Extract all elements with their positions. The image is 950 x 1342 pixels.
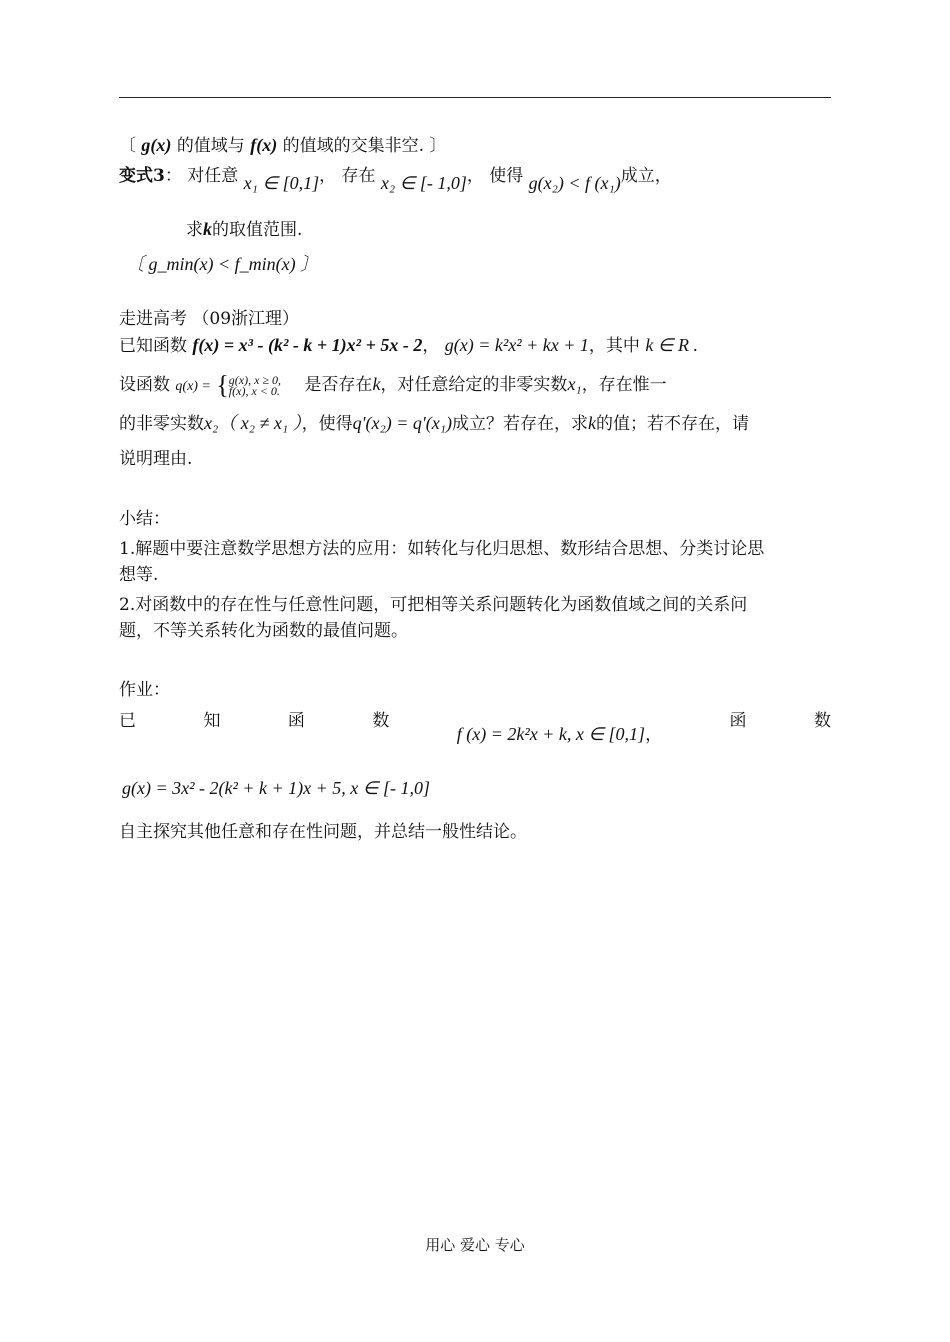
x2-domain: x₂ ∈ [- 1,0] [380,173,467,193]
text: 的非零实数 [119,414,204,434]
text: ， 使得 [466,166,524,186]
text: 的值；若不存在，请 [595,414,749,434]
summary-title: 小结： [119,509,170,529]
x2-symbol: x₂ [204,413,219,433]
homework-closing: 自主探究其他任意和存在性问题，并总结一般性结论。 [119,822,527,842]
f-x-symbol: f(x) [250,135,278,155]
text: ，存在惟一 [581,375,667,395]
colon: ： [164,166,182,186]
k-symbol: k [587,413,596,433]
q-symbol: q(x) = [175,379,211,394]
text: 对任意 [187,166,239,186]
text: 的值域与 [176,136,245,156]
text: 的取值范围. [212,220,303,240]
summary-point-1-cont: 想等. [119,565,159,585]
text: 求 [186,220,203,240]
gaokao-condition-line [119,411,749,436]
text: 成立？若存在，求 [451,414,588,434]
summary-point-1: 1.解题中要注意数学思想方法的应用：如转化与化归思想、数形结合思想、分类讨论思 [119,539,765,559]
x1-domain: x₁ ∈ [0,1] [243,173,320,193]
derivative-equation: q'(x₂) = q'(x₁) [352,413,452,433]
header-rule [119,97,831,98]
text: 成立， [620,166,672,186]
variant3-question [186,217,302,242]
k-symbol: k [372,374,381,394]
variant3-answer: 〔 g_min(x) < f_min(x) 〕 [126,254,319,274]
g-x-symbol: g(x) [141,135,172,155]
inequality: g(x₂) < f (x₁) [528,173,621,193]
text: 函 [287,711,305,731]
range-intersection-note [119,133,446,158]
homework-given-line [119,706,831,745]
text: ， 存在 [319,166,376,186]
g-definition: g(x) = k²x² + kx + 1 [444,335,589,355]
summary-point-2-cont: 题，不等关系转化为函数的最值问题。 [119,621,408,641]
gaokao-title: 走进高考 （09浙江理） [119,309,300,329]
text: 数 [372,711,390,731]
page-footer: 用心 爱心 专心 [425,1236,525,1254]
gaokao-piecewise-line [119,372,667,399]
summary-point-2: 2.对函数中的存在性与任意性问题，可把相等关系问题转化为函数值域之间的关系问 [119,595,748,615]
case-1: g(x), x ≥ 0, [228,372,282,387]
variant3-label: 变式3 [119,166,165,186]
comma: ， [422,336,440,356]
k-in-R: k ∈ R . [645,335,698,355]
open-bracket: 〔 [119,136,136,156]
text: 的值域的交集非空. [282,136,425,156]
k-symbol: k [203,219,212,239]
text: 函 [729,711,747,731]
text: 知 [203,711,221,731]
close-bracket: 〕 [429,136,447,156]
text: 数 [813,711,831,731]
x1-symbol: x₁ [567,374,582,394]
f-definition: f(x) = x³ - (k² - k + 1)x² + 5x - 2 [192,335,423,355]
text: 已知函数 [119,336,187,356]
text: ，对任意给定的非零实数 [380,375,568,395]
text: 设函数 [119,375,170,395]
homework-title: 作业： [119,680,170,700]
text: 已 [119,711,136,731]
gaokao-given [119,333,698,358]
homework-g-definition: g(x) = 3x² - 2(k² + k + 1)x + 5, x ∈ [- 1,0] [122,778,430,798]
left-brace: { [216,370,229,400]
condition: （ x₂ ≠ x₁ ） [218,413,302,433]
text: 是否存在 [304,375,373,395]
comma: ， [645,725,663,745]
variant3-statement [119,163,672,193]
gaokao-explain: 说明理由. [119,449,193,469]
text: ，使得 [301,414,353,434]
text: ，其中 [588,336,640,356]
piecewise-cases [228,372,282,398]
case-2: f(x), x < 0. [228,383,280,398]
homework-f-definition: f (x) = 2k²x + k, x ∈ [0,1] [456,724,646,744]
